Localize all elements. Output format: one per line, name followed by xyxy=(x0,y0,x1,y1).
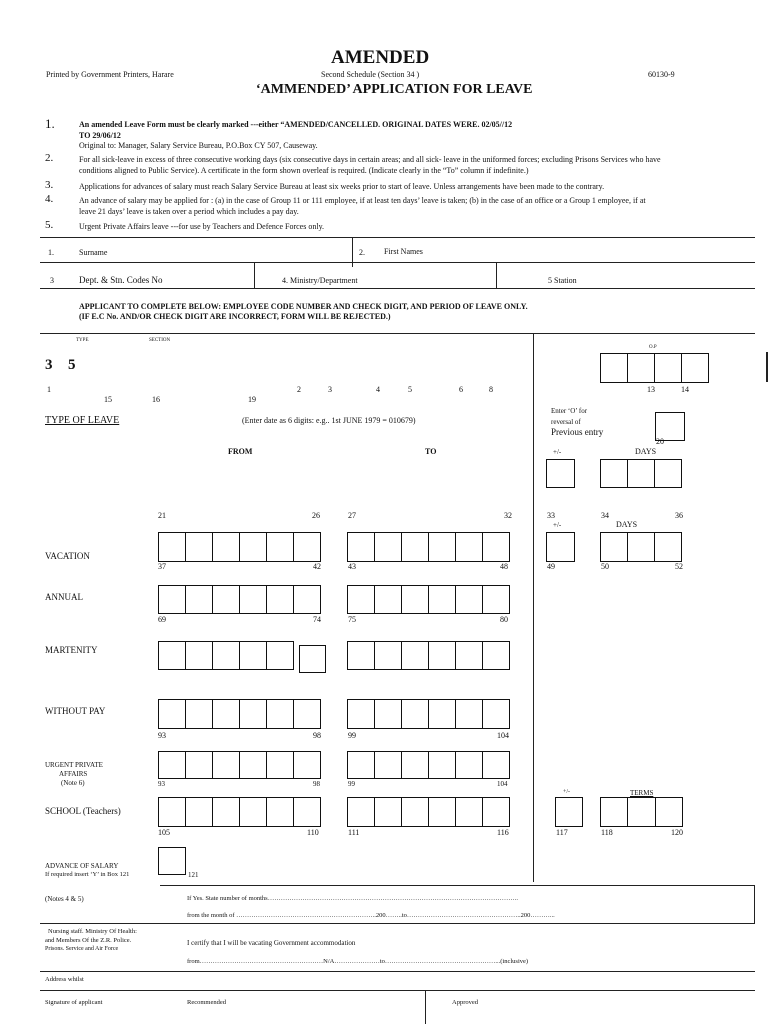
column-number: 32 xyxy=(504,511,512,520)
note-4-line2: leave 21 days’ leave is taken over a period which includes a pay day. xyxy=(79,207,299,216)
without-pay-label: WITHOUT PAY xyxy=(45,706,106,716)
note-4-number: 4. xyxy=(45,193,54,205)
surname-label[interactable]: Surname xyxy=(79,248,108,257)
column-number: 52 xyxy=(675,562,683,571)
days-boxes[interactable] xyxy=(600,459,682,488)
recommended-label: Recommended xyxy=(187,999,226,1006)
days-heading: DAYS xyxy=(616,520,638,529)
column-number: 116 xyxy=(497,828,509,837)
annual-label: ANNUAL xyxy=(45,592,83,602)
divider xyxy=(496,262,497,289)
divider xyxy=(40,333,755,334)
vacation-from-boxes[interactable] xyxy=(158,532,321,562)
column-number: 117 xyxy=(556,828,568,837)
column-number: 98 xyxy=(313,780,320,788)
applicant-instruction: APPLICANT TO COMPLETE BELOW: EMPLOYEE CODE NUMBER AND CHECK DIGIT, AND PERIOD OF LEAVE ONLY. xyxy=(79,302,528,311)
code-number: 2 xyxy=(297,385,301,394)
vacation-sign-box[interactable] xyxy=(546,532,575,562)
divider xyxy=(40,923,755,924)
code-number: 6 xyxy=(459,385,463,394)
column-number: 121 xyxy=(188,871,199,879)
field-3-number: 3 xyxy=(50,276,54,285)
column-number: 118 xyxy=(601,828,613,837)
column-number: 50 xyxy=(601,562,609,571)
note-1-line2: TO 29/06/12 xyxy=(79,131,121,140)
column-number: 37 xyxy=(158,562,166,571)
column-number: 21 xyxy=(158,511,166,520)
advance-box[interactable] xyxy=(158,847,186,875)
column-number: 49 xyxy=(547,562,555,571)
column-number: 98 xyxy=(313,731,321,740)
divider xyxy=(40,237,755,238)
column-number: 75 xyxy=(348,615,356,624)
divider xyxy=(754,885,755,923)
code-number: 13 xyxy=(647,385,655,394)
code-number: 14 xyxy=(681,385,689,394)
type-small-label: TYPE xyxy=(76,338,89,343)
code-number: 19 xyxy=(248,395,256,404)
urgent-to-boxes[interactable] xyxy=(347,751,510,779)
enter-o-label: Enter ‘O’ for xyxy=(551,407,588,415)
code-number: 1 xyxy=(47,385,51,394)
column-number: 69 xyxy=(158,615,166,624)
vertical-separator xyxy=(533,334,534,882)
days-heading: DAYS xyxy=(635,447,657,456)
schedule-label: Second Schedule (Section 34 ) xyxy=(321,70,420,79)
vacation-days-boxes[interactable] xyxy=(600,532,682,562)
date-format-hint: (Enter date as 6 digits: e.g.. 1st JUNE 1979 = 010679) xyxy=(242,416,416,425)
code-number: 16 xyxy=(152,395,160,404)
column-number: 36 xyxy=(675,511,683,520)
column-number: 42 xyxy=(313,562,321,571)
urgent-private-label: URGENT PRIVATE xyxy=(45,761,103,769)
divider xyxy=(254,262,255,289)
signature-label: Signature of applicant xyxy=(45,999,103,1006)
column-number: 110 xyxy=(307,828,319,837)
approved-label: Approved xyxy=(452,999,478,1006)
advance-notes: (Notes 4 & 5) xyxy=(45,895,84,903)
column-number: 26 xyxy=(312,511,320,520)
column-number: 93 xyxy=(158,780,165,788)
school-from-boxes[interactable] xyxy=(158,797,321,827)
section-small-label: SECTION xyxy=(149,338,171,343)
divider xyxy=(40,990,755,991)
note-4-text: An advance of salary may be applied for : (a) in the case of Group 11 or 111 employee, if at least ten days’ leave is taken; (b) in the case of an office or a Group 1 employee, if at xyxy=(79,196,646,205)
column-number: 105 xyxy=(158,828,170,837)
form-title: ‘AMMENDED’ APPLICATION FOR LEAVE xyxy=(256,82,533,97)
vacating-dates-line[interactable]: from…………………………………………………N/A…………………to……………………………………………...(inclusive) xyxy=(187,958,529,965)
printed-by: Printed by Government Printers, Harare xyxy=(46,70,174,79)
plusminus-label: +/- xyxy=(553,521,562,529)
nursing-label-2: and Members Of the Z.R. Police. xyxy=(45,937,132,944)
applicant-warning: (IF E.C No. AND/OR CHECK DIGIT ARE INCORRECT, FORM WILL BE REJECTED.) xyxy=(79,312,391,321)
note-1-number: 1. xyxy=(45,116,55,131)
column-number: 34 xyxy=(601,511,609,520)
code-digit-three: 3 xyxy=(45,357,53,373)
vacation-label: VACATION xyxy=(45,551,90,561)
note-1-line3: Original to: Manager, Salary Service Bureau, P.O.Box CY 507, Causeway. xyxy=(79,141,318,150)
code-number: 5 xyxy=(408,385,412,394)
note-2-number: 2. xyxy=(45,152,54,164)
column-number: 99 xyxy=(348,731,356,740)
column-number: 99 xyxy=(348,780,355,788)
maternity-label: MARTENITY xyxy=(45,645,98,655)
plusminus-label: +/- xyxy=(563,789,571,795)
type-of-leave-heading: TYPE OF LEAVE xyxy=(45,415,120,426)
advance-from-month-line[interactable]: from the month of ………………………………………………………..200……..to……………………………………………..200………... xyxy=(187,912,555,919)
column-number: 43 xyxy=(348,562,356,571)
advance-sub-label: If required insert ‘Y’ in Box 121 xyxy=(45,871,130,878)
annual-to-boxes[interactable] xyxy=(347,585,510,614)
vacation-to-boxes[interactable] xyxy=(347,532,510,562)
divider xyxy=(160,885,755,886)
column-number: 48 xyxy=(500,562,508,571)
from-heading: FROM xyxy=(228,447,253,456)
code-number: 3 xyxy=(328,385,332,394)
field-1-number: 1. xyxy=(48,248,54,257)
column-number: 74 xyxy=(313,615,321,624)
note-3-text: Applications for advances of salary must reach Salary Service Bureau at least six weeks prior to start of leave. Unless arrangements have been made to the contrary. xyxy=(79,182,605,191)
plusminus-label: +/- xyxy=(553,448,562,456)
terms-label: TERMS xyxy=(630,789,654,797)
note-5-text: Urgent Private Affairs leave ---for use by Teachers and Defence Forces only. xyxy=(79,222,325,231)
annual-from-boxes[interactable] xyxy=(158,585,321,614)
certify-statement: I certify that I will be vacating Government accommodation xyxy=(187,939,356,947)
column-number: 33 xyxy=(547,511,555,520)
maternity-to-boxes[interactable] xyxy=(347,641,510,670)
divider xyxy=(40,262,755,263)
maternity-extra-box[interactable] xyxy=(299,645,326,673)
maternity-from-boxes[interactable] xyxy=(158,641,294,670)
note-2-text: For all sick-leave in excess of three consecutive working days (six consecutive days in certain areas; and all sick- leave in the uniformed forces; excluding Prisons Services who have xyxy=(79,155,661,164)
address-label: Address whilst xyxy=(45,976,84,983)
code-number: 15 xyxy=(104,395,112,404)
to-heading: TO xyxy=(425,447,437,456)
school-label: SCHOOL (Teachers) xyxy=(45,806,121,816)
column-number: 120 xyxy=(671,828,683,837)
previous-entry-label: Previous entry xyxy=(551,427,604,437)
sign-box[interactable] xyxy=(546,459,575,488)
station-label[interactable]: 5 Station xyxy=(548,276,577,285)
urgent-from-boxes[interactable] xyxy=(158,751,321,779)
amended-heading: AMENDED xyxy=(331,47,430,68)
note-5-number: 5. xyxy=(45,219,54,231)
code-number: 20 xyxy=(656,437,664,446)
divider xyxy=(40,971,755,972)
ministry-label[interactable]: 4. Ministry/Department xyxy=(282,276,358,285)
divider xyxy=(40,288,755,289)
note-1-text: An amended Leave Form must be clearly marked ---either “AMENDED/CANCELLED. ORIGINAL DATES WERE. 02/05//12 xyxy=(79,120,513,129)
column-number: 111 xyxy=(348,828,360,837)
school-to-boxes[interactable] xyxy=(347,797,510,827)
school-terms-boxes[interactable] xyxy=(600,797,683,827)
code-digit-five: 5 xyxy=(68,357,76,373)
first-names-label[interactable]: First Names xyxy=(384,247,423,256)
column-number: 104 xyxy=(497,780,508,788)
column-number: 93 xyxy=(158,731,166,740)
dept-codes-label[interactable]: Dept. & Stn. Codes No xyxy=(79,275,163,285)
without-pay-to-boxes[interactable] xyxy=(347,699,510,729)
urgent-affairs-label: AFFAIRS xyxy=(59,770,88,778)
code-number: 4 xyxy=(376,385,380,394)
column-number: 27 xyxy=(348,511,356,520)
school-sign-box[interactable] xyxy=(555,797,583,827)
code-number: 8 xyxy=(489,385,493,394)
column-number: 80 xyxy=(500,615,508,624)
note-3-number: 3. xyxy=(45,179,54,191)
advance-label: ADVANCE OF SALARY xyxy=(45,862,119,870)
without-pay-from-boxes[interactable] xyxy=(158,699,321,729)
field-2-number: 2. xyxy=(359,248,365,257)
note-2-line2: conditions aligned to Public Service). A certificate in the form shown overleaf is required. (Indicate clearly in the “To” column if indefinite.) xyxy=(79,166,529,175)
reversal-label: reversal of xyxy=(551,418,581,426)
op-small-label: O.P xyxy=(649,345,657,350)
urgent-note-label: (Note 6) xyxy=(61,779,85,787)
form-number: 60130-9 xyxy=(648,70,675,79)
nursing-label-3: Prisons. Service and Air Force xyxy=(45,946,119,952)
advance-months-line[interactable]: If Yes. State number of months…………………………………………………………………………………………………….. xyxy=(187,895,518,902)
divider xyxy=(425,990,426,1024)
nursing-label-1: Nursing staff. Ministry Of Health: xyxy=(48,928,137,935)
column-number: 104 xyxy=(497,731,509,740)
op-code-boxes[interactable] xyxy=(600,353,709,383)
